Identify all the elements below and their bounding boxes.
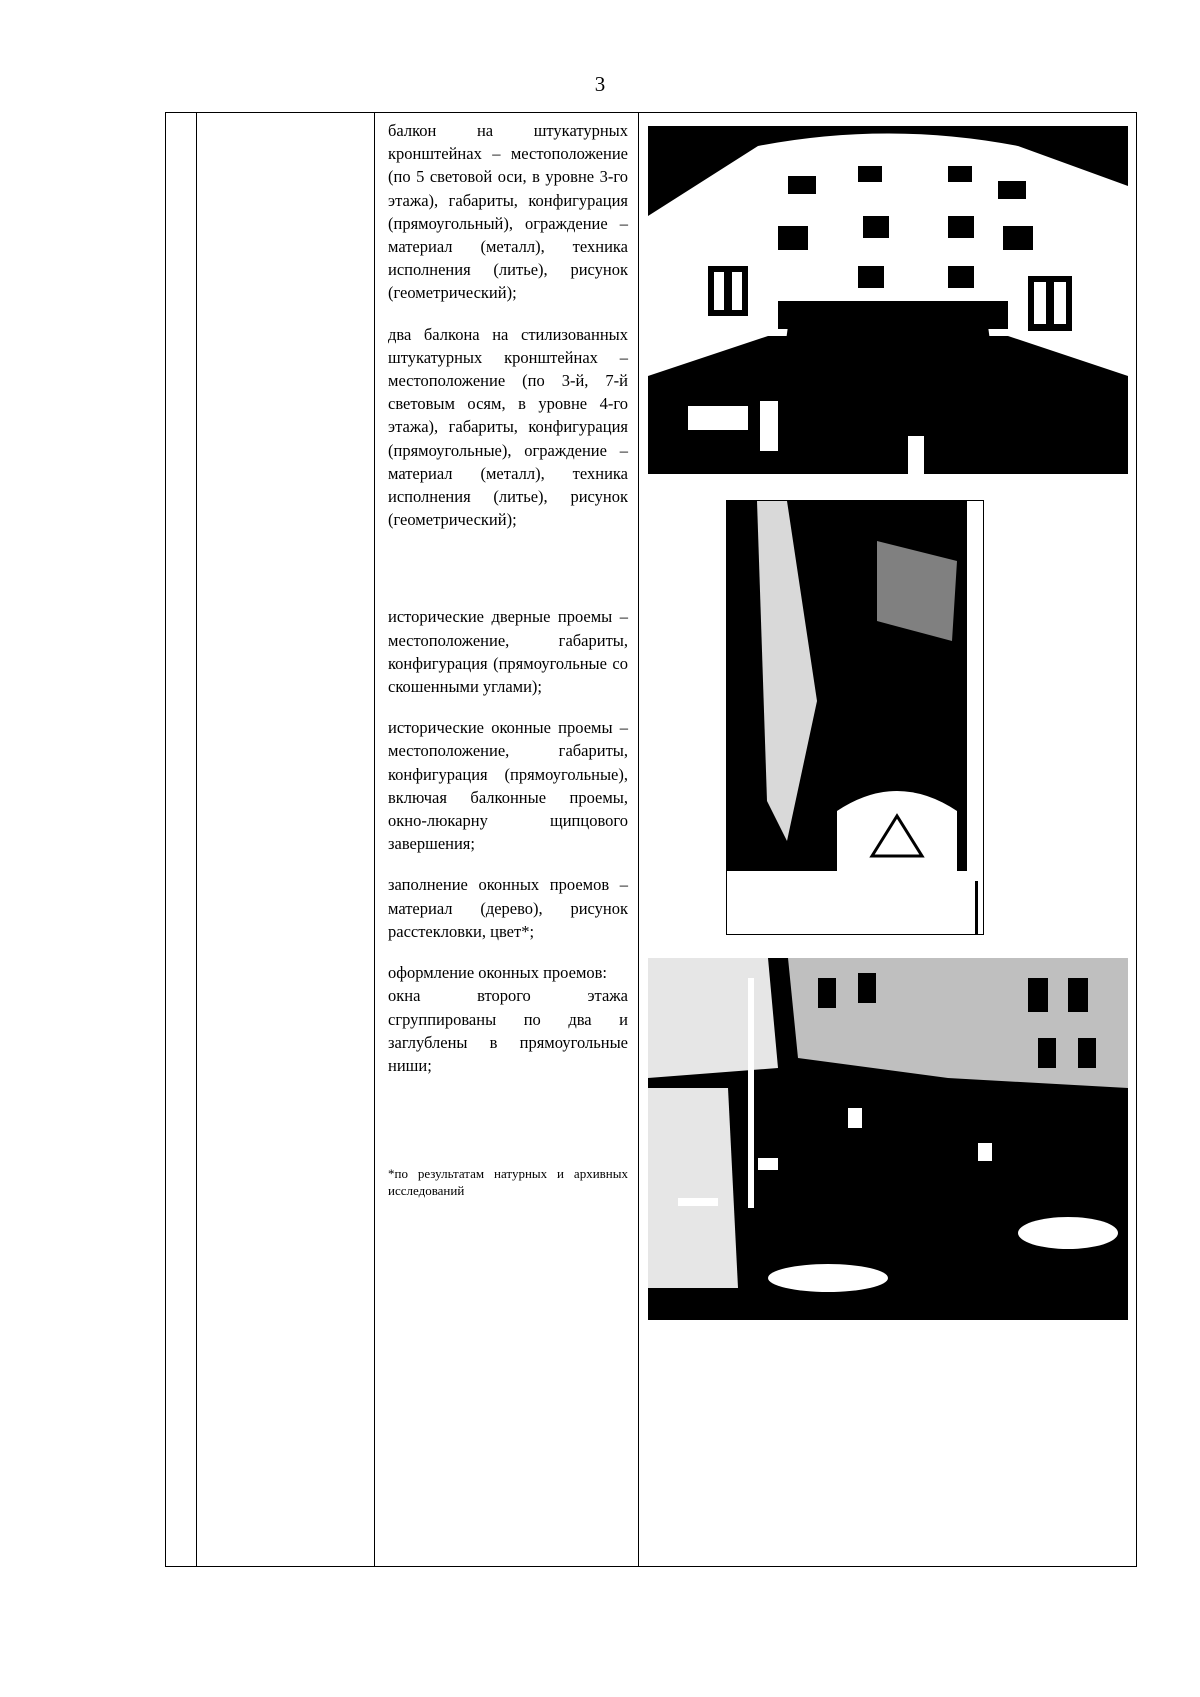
page-number: 3: [594, 72, 606, 96]
footnote: *по результатам натурных и архивных исследований: [388, 1166, 628, 1199]
paragraph-window-openings: исторические оконные проемы – местоположение, габариты, конфигурация (прямоугольные), включая балконные проемы, окно-люкарну щипцового завершения;: [388, 718, 628, 854]
facade-balcony-photo: [648, 126, 1128, 474]
paragraph-balcony-3rd-floor: балкон на штукатурных кронштейнах – местоположение (по 5 световой оси, в уровне 3-го этажа), габариты, конфигурация (прямоугольный), ограждение – материал (металл), техника исполнения (литье), рисунок (геометрический);: [388, 121, 628, 303]
paragraph-door-openings: исторические дверные проемы – местоположение, габариты, конфигурация (прямоугольные со скошенными углами);: [388, 607, 628, 697]
balcony-underside-photo: [726, 500, 984, 935]
column-divider: [374, 113, 375, 1566]
paragraph-balconies-4th-floor: два балкона на стилизованных штукатурных кронштейнах – местоположение (по 3-й, 7-й световым осям, в уровне 4-го этажа), габариты, конфигурация (прямоугольные), ограждение – материал (металл), техника исполнения (литье), рисунок (геометрический);: [388, 324, 628, 530]
paragraph-second-floor-windows: окна второго этажа сгруппированы по два и заглублены в прямоугольные ниши;: [388, 986, 628, 1075]
column-divider: [196, 113, 197, 1566]
description-cell: [388, 119, 628, 1199]
street-view-photo: [648, 958, 1128, 1320]
paragraph-window-decoration: оформление оконных проемов:: [388, 963, 608, 983]
paragraph-window-filling: заполнение оконных проемов – материал (дерево), рисунок расстекловки, цвет*;: [388, 875, 628, 941]
column-divider: [638, 113, 639, 1566]
